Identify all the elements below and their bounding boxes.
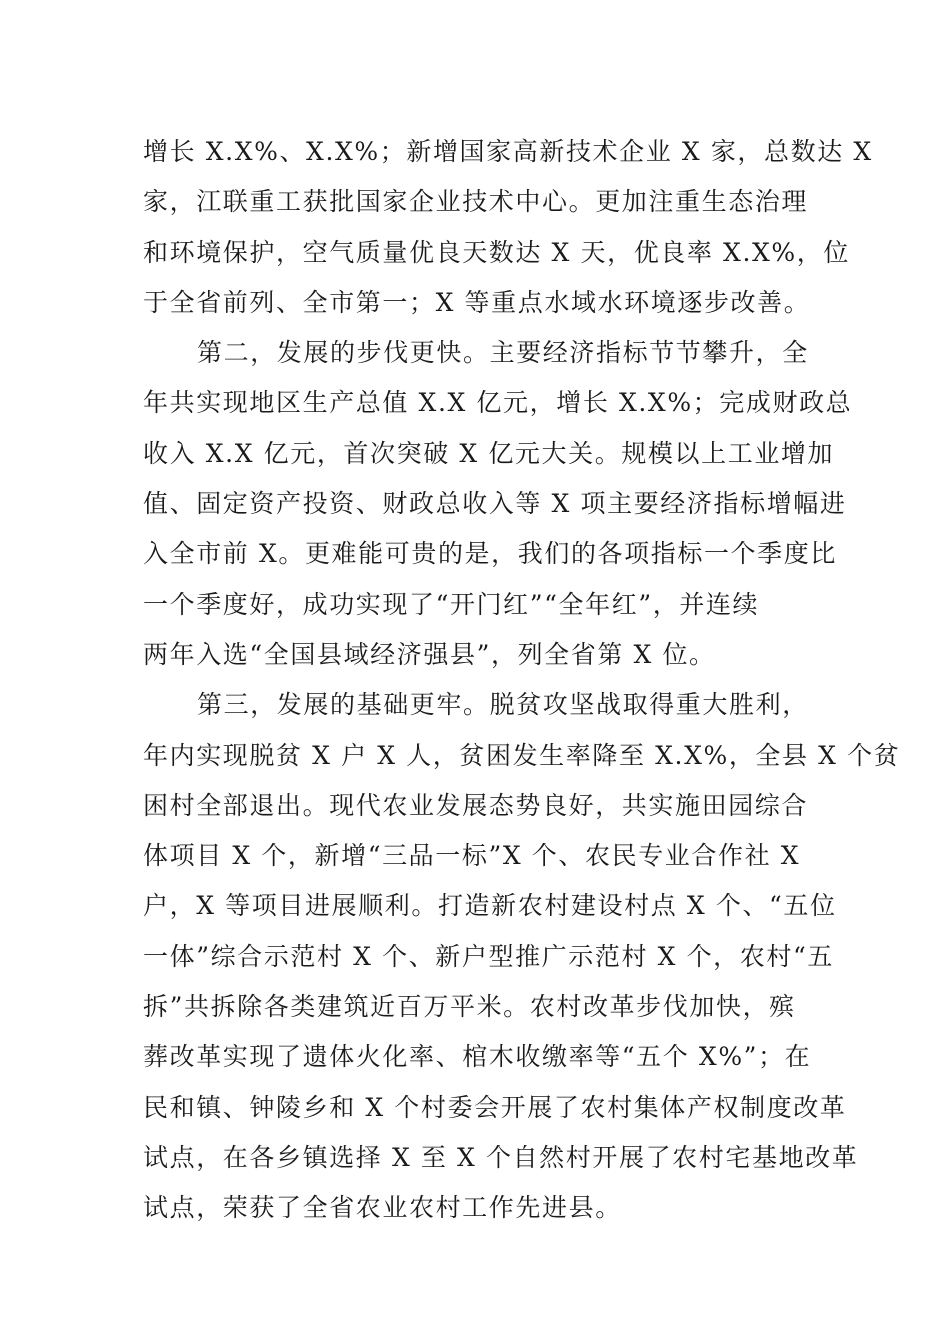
text-line: 增长 X.X%、X.X%；新增国家高新技术企业 X 家，总数达 X xyxy=(143,137,873,166)
text-line: 和环境保护，空气质量优良天数达 X 天，优良率 X.X%，位 xyxy=(143,237,850,267)
text-line: 困村全部退出。现代农业发展态势良好，共实施田园综合 xyxy=(143,790,809,820)
text-line: 年内实现脱贫 X 户 X 人，贫困发生率降至 X.X%，全县 X 个贫 xyxy=(143,740,901,770)
text-line: 一个季度好，成功实现了“开门红”“全年红”，并连续 xyxy=(143,589,760,619)
text-line: 值、固定资产投资、财政总收入等 X 项主要经济指标增幅进 xyxy=(143,489,847,519)
text-line: 户，X 等项目进展顺利。打造新农村建设村点 X 个、“五位 xyxy=(143,891,837,921)
text-line: 葬改革实现了遗体火化率、棺木收缴率等“五个 X%”；在 xyxy=(143,1042,812,1072)
text-line: 入全市前 X。更难能可贵的是，我们的各项指标一个季度比 xyxy=(143,539,837,569)
text-line: 拆”共拆除各类建筑近百万平米。农村改革步伐加快，殡 xyxy=(143,992,796,1022)
document-body xyxy=(143,127,901,1234)
text-line: 年共实现地区生产总值 X.X 亿元，增长 X.X%；完成财政总 xyxy=(143,388,853,418)
text-line: 试点，荣获了全省农业农村工作先进县。 xyxy=(143,1193,622,1223)
text-line: 体项目 X 个，新增“三品一标”X 个、农民专业合作社 X xyxy=(143,841,801,871)
paragraph-3 xyxy=(143,680,901,1233)
text-line: 第二，发展的步伐更快。主要经济指标节节攀升，全 xyxy=(197,338,809,368)
text-line: 第三，发展的基础更牢。脱贫攻坚战取得重大胜利， xyxy=(197,690,809,720)
text-line: 收入 X.X 亿元，首次突破 X 亿元大关。规模以上工业增加 xyxy=(143,438,835,468)
text-line: 试点，在各乡镇选择 X 至 X 个自然村开展了农村宅基地改革 xyxy=(143,1142,859,1172)
text-line: 家，江联重工获批国家企业技术中心。更加注重生态治理 xyxy=(143,187,809,217)
paragraph-1 xyxy=(143,127,873,328)
text-line: 民和镇、钟陵乡和 X 个村委会开展了农村集体产权制度改革 xyxy=(143,1092,847,1122)
text-line: 一体”综合示范村 X 个、新户型推广示范村 X 个，农村“五 xyxy=(143,941,834,971)
text-line: 于全省前列、全市第一；X 等重点水域水环境逐步改善。 xyxy=(143,287,811,317)
paragraph-2 xyxy=(143,328,853,680)
text-line: 两年入选“全国县域经济强县”，列全省第 X 位。 xyxy=(143,639,716,669)
